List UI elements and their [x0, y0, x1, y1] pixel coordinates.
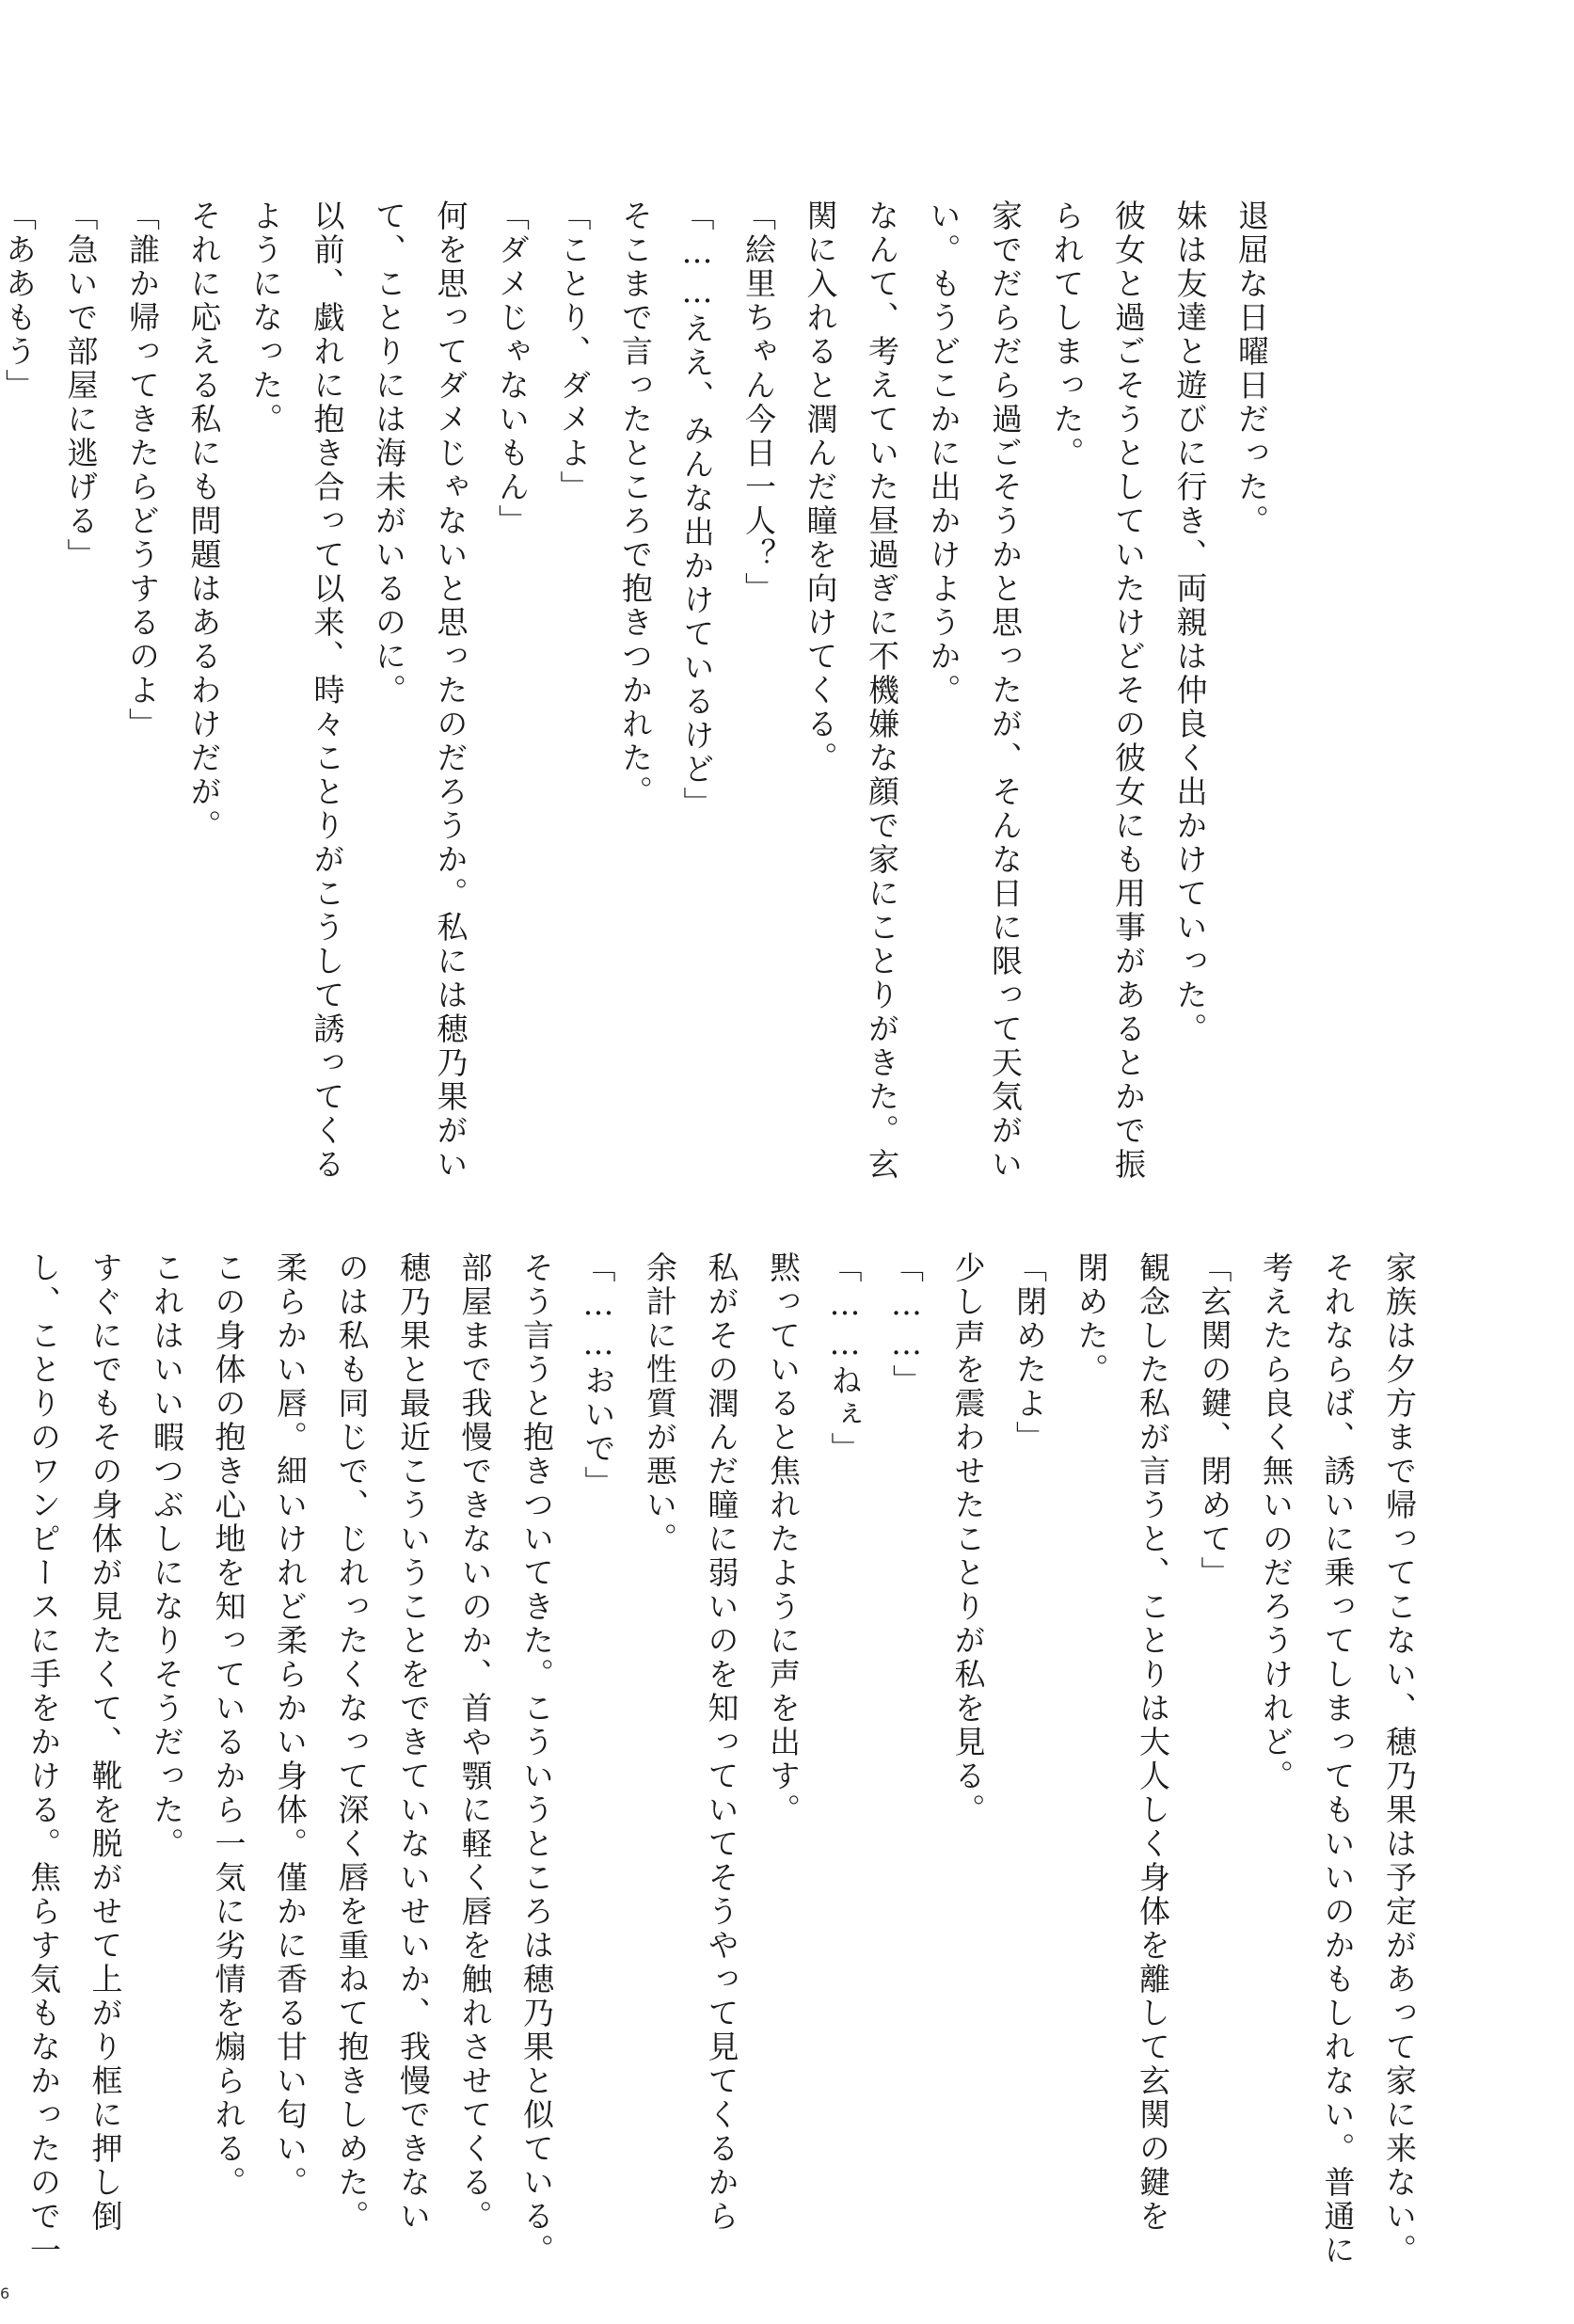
text-line: そう言うと抱きついてきた。こういうところは穂乃果と似ている。 [518, 1251, 555, 2268]
text-line: 「玄関の鍵、閉めて」 [1196, 1251, 1233, 1590]
text-line: 妹は友達と遊びに行き、両親は仲良く出かけていった。 [1171, 199, 1209, 1046]
text-line: 観念した私が言うと、ことりは大人しく身体を離して玄関の鍵を [1135, 1251, 1171, 2234]
lower-text-block [0, 1251, 1430, 2268]
text-line: 「絵里ちゃん今日一人？」 [740, 199, 777, 606]
text-line: 柔らかい唇。細いけれど柔らかい身体。僅かに香る甘い匂い。 [272, 1251, 309, 2200]
text-line: それに応える私にも問題はあるわけだが。 [185, 199, 223, 843]
text-line: 私がその潤んだ瞳に弱いのを知っていてそうやって見てくるから [703, 1251, 740, 2234]
text-line: 「急いで部屋に逃げる」 [62, 199, 100, 572]
text-line: 「ダメじゃないもん」 [494, 199, 531, 538]
page-number: 6 [0, 2284, 10, 2302]
text-line: い。もうどこかに出かけようか。 [925, 199, 962, 708]
text-line: 「……ねぇ」 [826, 1251, 864, 1466]
text-line: 関に入れると潤んだ瞳を向けてくる。 [802, 199, 839, 775]
text-line: すぐにでもその身体が見たくて、靴を脱がせて上がり框に押し倒 [87, 1251, 124, 2234]
text-line: 以前、戯れに抱き合って以来、時々ことりがこうして誘ってくる [309, 199, 346, 1182]
text-line: 彼女と過ごそうとしていたけどその彼女にも用事があるとかで振 [1110, 199, 1147, 1182]
text-line: ようになった。 [247, 199, 284, 437]
text-line: 「……ええ、みんな出かけているけど」 [678, 199, 716, 820]
text-line: し、ことりのワンピースに手をかける。焦らす気もなかったので一 [25, 1251, 62, 2268]
text-line: そこまで言ったところで抱きつかれた。 [617, 199, 654, 809]
upper-text-block [0, 199, 1282, 1182]
text-line: 少し声を震わせたことりが私を見る。 [949, 1251, 987, 1827]
text-line: 家族は夕方まで帰ってこない、穂乃果は予定があって家に来ない。 [1381, 1251, 1418, 2268]
text-line: 考えたら良く無いのだろうけれど。 [1258, 1251, 1295, 1793]
text-line: られてしまった。 [1048, 199, 1086, 470]
text-line: 部屋まで我慢できないのか、首や顎に軽く唇を触れさせてくる。 [456, 1251, 494, 2234]
text-line: 穂乃果と最近こういうことをできていないせいか、我慢できない [395, 1251, 432, 2234]
text-line [0, 1251, 13, 2268]
text-line: 何を思ってダメじゃないと思ったのだろうか。私には穂乃果がい [432, 199, 469, 1182]
text-line: なんて、考えていた昼過ぎに不機嫌な顔で家にことりがきた。玄 [864, 199, 900, 1182]
text-line: 「……」 [888, 1251, 925, 1398]
text-line: 「閉めたよ」 [1011, 1251, 1048, 1455]
text-line: 余計に性質が悪い。 [642, 1251, 678, 1556]
text-line: この身体の抱き心地を知っているから一気に劣情を煽られる。 [210, 1251, 247, 2200]
text-line: のは私も同じで、じれったくなって深く唇を重ねて抱きしめた。 [333, 1251, 371, 2234]
text-line: 退屈な日曜日だった。 [1233, 199, 1270, 538]
text-line: 「……おいで」 [580, 1251, 617, 1500]
text-line: 「ああもう」 [1, 199, 38, 403]
text-line: 「ことり、ダメよ」 [555, 199, 593, 504]
text-line: それならば、誘いに乗ってしまってもいいのかもしれない。普通に [1319, 1251, 1357, 2268]
text-line: 家でだらだら過ごそうかと思ったが、そんな日に限って天気がい [987, 199, 1024, 1182]
text-line: これはいい暇つぶしになりそうだった。 [149, 1251, 185, 1861]
text-line: 閉めた。 [1073, 1251, 1110, 1387]
text-line: 黙っていると焦れたように声を出す。 [765, 1251, 802, 1827]
text-line: 「誰か帰ってきたらどうするのよ」 [124, 199, 161, 741]
text-line: て、ことりには海未がいるのに。 [371, 199, 407, 708]
